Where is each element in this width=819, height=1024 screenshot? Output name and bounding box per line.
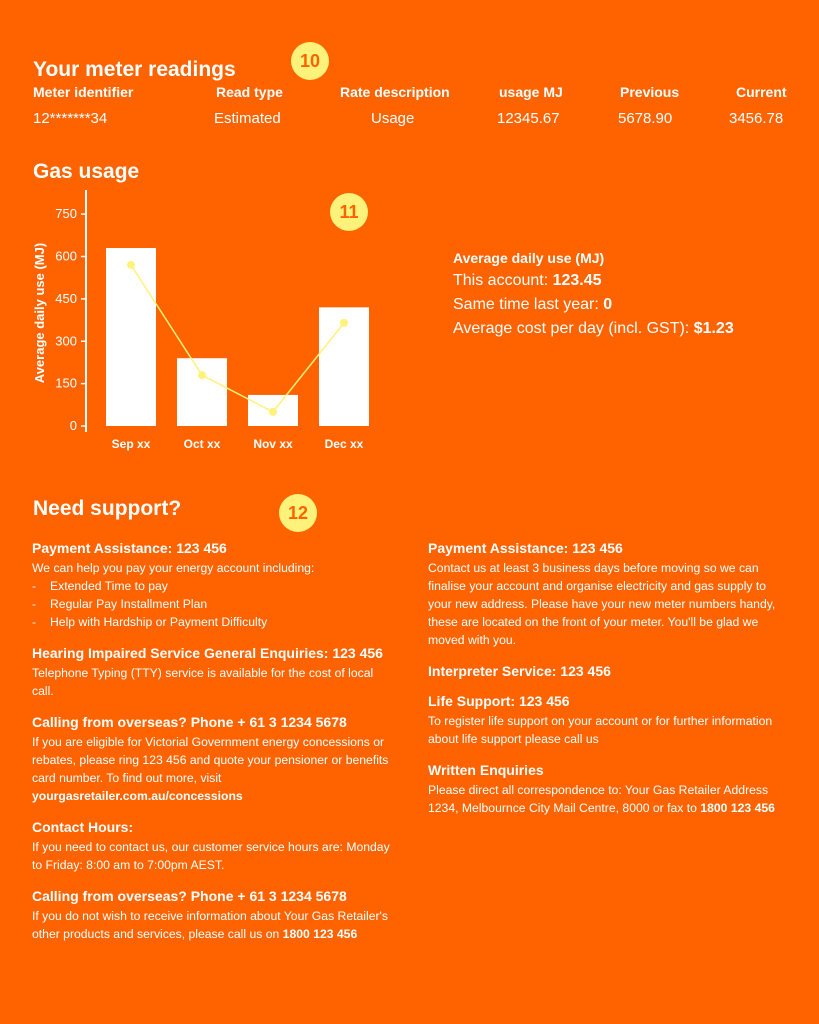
avg-cost-value: $1.23 — [693, 320, 734, 337]
support-section-title: Written Enquiries — [428, 762, 544, 778]
cell-previous: 5678.90 — [618, 110, 673, 127]
support-section — [428, 762, 793, 817]
support-section-body: If you need to contact us, our customer service hours are: Monday to Friday: 8:00 am to 7:00pm AEST. — [32, 840, 390, 872]
support-section-title: Payment Assistance: 123 456 — [428, 540, 623, 556]
trend-point — [198, 371, 206, 379]
support-section-highlight: yourgasretailer.com.au/concessions — [32, 789, 243, 803]
support-section — [32, 714, 392, 805]
y-tick-label: 600 — [55, 248, 77, 264]
cell-usage: 12345.67 — [497, 110, 560, 127]
x-tick-label: Sep xx — [111, 437, 151, 451]
support-section — [32, 540, 392, 631]
cell-rate-description: Usage — [371, 110, 415, 127]
support-list-item: - Help with Hardship or Payment Difficulty — [32, 613, 392, 631]
x-tick-label: Nov xx — [253, 437, 293, 451]
support-list-item: - Extended Time to pay — [32, 577, 392, 595]
col-header-usage: usage MJ — [499, 84, 563, 100]
y-tick-label: 450 — [55, 290, 77, 306]
last-year-line: Same time last year: 0 — [453, 296, 613, 313]
col-header-rate-description: Rate description — [340, 84, 450, 100]
cell-read-type: Estimated — [214, 110, 281, 127]
need-support-title: Need support? — [33, 497, 182, 520]
trend-line — [131, 265, 344, 412]
this-account-line: This account: 123.45 — [453, 272, 602, 289]
avg-daily-use-title: Average daily use (MJ) — [453, 250, 605, 266]
support-section-body: If you are eligible for Victorial Government energy concessions or rebates, please ring 123 456 and quote your pensioner or benefits card number. To find out more, visit yourgasretailer.com.au/concessions — [32, 735, 389, 803]
support-section — [428, 663, 793, 679]
support-right-column — [428, 540, 793, 831]
avg-cost-line: Average cost per day (incl. GST): $1.23 — [453, 320, 734, 337]
support-section — [32, 819, 392, 874]
bar-sep-xx — [106, 248, 156, 426]
gas-usage-title: Gas usage — [33, 160, 140, 183]
support-left-column — [32, 540, 392, 957]
support-section-title: Life Support: 123 456 — [428, 693, 570, 709]
this-account-value: 123.45 — [552, 272, 602, 289]
support-section-highlight: 1800 123 456 — [700, 801, 775, 815]
support-section — [32, 888, 392, 943]
support-section — [32, 645, 392, 700]
support-list-item: - Regular Pay Installment Plan — [32, 595, 392, 613]
support-section-title: Payment Assistance: 123 456 — [32, 540, 227, 556]
cell-current: 3456.78 — [729, 110, 784, 127]
section-number-badge: 12 — [279, 494, 317, 532]
support-section-body: To register life support on your account or for further information about life support please call us — [428, 714, 773, 746]
x-tick-label: Dec xx — [324, 437, 364, 451]
section-number-badge: 10 — [291, 42, 329, 80]
support-section-highlight: 1800 123 456 — [282, 927, 358, 941]
support-section-body: Telephone Typing (TTY) service is available for the cost of local call. — [32, 666, 374, 698]
trend-point — [340, 319, 348, 327]
col-header-read-type: Read type — [216, 84, 283, 100]
section-number-badge: 11 — [330, 193, 368, 231]
y-tick-label: 150 — [55, 375, 77, 391]
support-section-body: Contact us at least 3 business days before moving so we can finalise your account and organise electricity and gas supply to your new address. Please have your new meter numbers handy, these are located on the front of your meter. You'll be glad we moved with you. — [428, 561, 776, 647]
col-header-meter-identifier: Meter identifier — [33, 84, 134, 100]
support-section — [428, 693, 793, 748]
support-section-title: Calling from overseas? Phone + 61 3 1234 5678 — [32, 714, 347, 730]
col-header-current: Current — [736, 84, 787, 100]
meter-readings-title: Your meter readings — [33, 58, 236, 81]
support-section — [428, 540, 793, 649]
y-tick-label: 300 — [55, 333, 77, 349]
col-header-previous: Previous — [620, 84, 680, 100]
trend-point — [269, 408, 277, 416]
x-tick-label: Oct xx — [183, 437, 221, 451]
gas-usage-chart — [30, 190, 390, 460]
last-year-value: 0 — [603, 296, 613, 313]
trend-point — [127, 261, 135, 269]
y-tick-label: 750 — [55, 206, 77, 222]
y-tick-label: 0 — [69, 418, 77, 433]
support-section-title: Hearing Impaired Service General Enquiries: 123 456 — [32, 645, 383, 661]
cell-meter-identifier: 12*******34 — [33, 110, 108, 127]
support-section-title: Calling from overseas? Phone + 61 3 1234 5678 — [32, 888, 347, 904]
support-section-body: We can help you pay your energy account including: — [32, 561, 315, 575]
support-section-body: If you do not wish to receive information about Your Gas Retailer's other products and services, please call us on 1800 123 456 — [32, 909, 388, 941]
support-section-title: Interpreter Service: 123 456 — [428, 663, 611, 679]
y-axis-label: Average daily use (MJ) — [32, 242, 47, 384]
bar-oct-xx — [177, 358, 227, 426]
support-list — [32, 577, 392, 631]
support-section-title: Contact Hours: — [32, 819, 134, 835]
support-section-body: Please direct all correspondence to: Your Gas Retailer Address 1234, Melbournce City Mail Centre, 8000 or fax to 1800 123 456 — [428, 783, 775, 815]
